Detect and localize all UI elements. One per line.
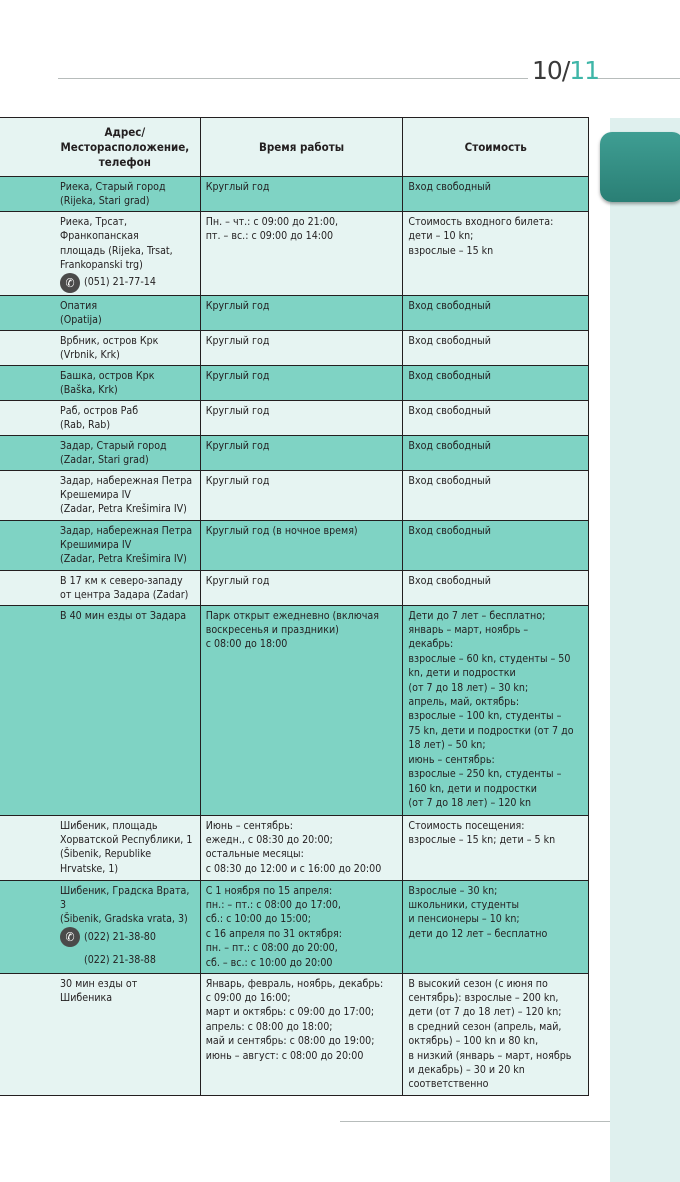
cell-line: Вход свободный bbox=[408, 474, 491, 487]
cell-line: от центра Задара (Zadar) bbox=[60, 589, 189, 602]
table-row bbox=[0, 295, 589, 330]
price-cell bbox=[403, 365, 589, 400]
cell-line: Круглый год bbox=[205, 334, 270, 347]
address-cell bbox=[0, 570, 200, 605]
header-price: Стоимость bbox=[403, 118, 589, 177]
cell-line: Круглый год bbox=[205, 474, 270, 487]
cell-line: (от 7 до 18 лет) – 120 kn bbox=[408, 796, 532, 809]
cell-line: (Vrbnik, Krk) bbox=[60, 349, 120, 362]
side-panel bbox=[610, 118, 680, 1182]
cell-line: с 16 апреля по 31 октября: bbox=[205, 927, 342, 940]
table-row bbox=[0, 520, 589, 570]
phone-line bbox=[60, 927, 195, 947]
hours-cell bbox=[200, 815, 403, 880]
cell-line: октябрь) – 100 kn и 80 kn, bbox=[408, 1035, 539, 1048]
hours-cell bbox=[200, 605, 403, 815]
phone-line bbox=[60, 953, 195, 967]
table-row bbox=[0, 470, 589, 520]
hours-cell bbox=[200, 973, 403, 1095]
hours-cell bbox=[200, 570, 403, 605]
cell-line: В 17 км к северо-западу bbox=[60, 574, 183, 587]
cell-line: Раб, остров Раб bbox=[60, 404, 139, 417]
header-address: Адрес/ Месторасположение, телефон bbox=[0, 118, 200, 177]
page-next: 11 bbox=[569, 56, 600, 85]
address-cell bbox=[0, 470, 200, 520]
cell-line: с 08:00 до 18:00 bbox=[205, 638, 288, 651]
header-hours: Время работы bbox=[200, 118, 403, 177]
side-tab[interactable] bbox=[600, 132, 680, 202]
price-cell bbox=[403, 815, 589, 880]
header-rule-right bbox=[594, 78, 680, 79]
cell-line: Башка, остров Крк bbox=[60, 369, 155, 382]
hours-cell bbox=[200, 400, 403, 435]
cell-line: Врбник, остров Крк bbox=[60, 334, 159, 347]
address-cell bbox=[0, 212, 200, 296]
cell-line: Риека, Старый город bbox=[60, 181, 166, 193]
cell-line: Стоимость входного билета: bbox=[408, 216, 554, 228]
cell-line: Задар, набережная Петра bbox=[60, 524, 193, 537]
cell-line: пн.: – пт.: с 08:00 до 17:00, bbox=[205, 899, 341, 912]
cell-line: Шибеник, площадь bbox=[60, 819, 158, 832]
price-cell bbox=[403, 295, 589, 330]
cell-line: дети (от 7 до 18 лет) – 120 kn; bbox=[408, 1006, 562, 1019]
page-separator: / bbox=[561, 56, 570, 85]
price-cell bbox=[403, 400, 589, 435]
hours-cell bbox=[200, 470, 403, 520]
cell-line: Hrvatske, 1) bbox=[60, 862, 119, 875]
cell-line: Пн. – чт.: с 09:00 до 21:00, bbox=[205, 216, 339, 228]
phone-icon: ✆ bbox=[60, 273, 80, 293]
address-cell bbox=[0, 330, 200, 365]
cell-line: Круглый год bbox=[205, 369, 270, 382]
cell-line: Задар, набережная Петра bbox=[60, 474, 193, 487]
cell-line: в низкий (январь – март, ноябрь bbox=[408, 1049, 572, 1062]
price-cell bbox=[403, 435, 589, 470]
hours-cell bbox=[200, 212, 403, 296]
table-row bbox=[0, 570, 589, 605]
cell-line: Frankopanski trg) bbox=[60, 259, 143, 272]
cell-line: Риека, Трсат, Франкопанская bbox=[60, 216, 139, 243]
attractions-table bbox=[0, 117, 589, 1096]
price-cell bbox=[403, 212, 589, 296]
cell-line: (Baška, Krk) bbox=[60, 384, 118, 397]
cell-line: Шибеник, Градска Врата, 3 bbox=[60, 884, 190, 912]
cell-line: Вход свободный bbox=[408, 439, 491, 452]
cell-line: сентябрь): взрослые – 200 kn, bbox=[408, 992, 559, 1005]
cell-line: (от 7 до 18 лет) – 30 kn; bbox=[408, 681, 529, 694]
phone-number: (022) 21-38-80 bbox=[84, 930, 156, 943]
cell-line: Стоимость посещения: bbox=[408, 819, 525, 832]
cell-line: дети до 12 лет – бесплатно bbox=[408, 927, 548, 940]
cell-line: 30 мин езды от bbox=[60, 977, 138, 990]
table-row bbox=[0, 435, 589, 470]
price-cell bbox=[403, 330, 589, 365]
cell-line: с 09:00 до 16:00; bbox=[205, 992, 291, 1005]
cell-line: Опатия bbox=[60, 299, 98, 312]
cell-line: Круглый год bbox=[205, 181, 270, 193]
table-row bbox=[0, 973, 589, 1095]
phone-icon: ✆ bbox=[60, 927, 80, 947]
address-cell bbox=[0, 177, 200, 212]
hours-cell bbox=[200, 330, 403, 365]
cell-line: январь – март, ноябрь – bbox=[408, 624, 529, 637]
cell-line: Парк открыт ежедневно (включая bbox=[205, 609, 379, 622]
cell-line: Вход свободный bbox=[408, 404, 491, 417]
cell-line: с 08:30 до 12:00 и с 16:00 до 20:00 bbox=[205, 862, 382, 875]
table-row bbox=[0, 880, 589, 973]
table-row bbox=[0, 605, 589, 815]
price-cell bbox=[403, 470, 589, 520]
cell-line: Вход свободный bbox=[408, 334, 491, 347]
cell-line: Вход свободный bbox=[408, 299, 491, 312]
cell-line: Круглый год (в ночное время) bbox=[205, 524, 358, 537]
cell-line: и пенсионеры – 10 kn; bbox=[408, 913, 520, 926]
cell-line: Круглый год bbox=[205, 574, 270, 587]
table-body bbox=[0, 177, 589, 1096]
address-cell bbox=[0, 435, 200, 470]
cell-line: остальные месяцы: bbox=[205, 848, 304, 861]
cell-line: взрослые – 250 kn, студенты – bbox=[408, 768, 562, 781]
cell-line: Круглый год bbox=[205, 439, 270, 452]
cell-line: взрослые – 60 kn, студенты – 50 bbox=[408, 652, 571, 665]
phone-line bbox=[60, 273, 195, 293]
cell-line: Январь, февраль, ноябрь, декабрь: bbox=[205, 977, 384, 990]
cell-line: сб. – вс.: с 10:00 до 20:00 bbox=[205, 956, 333, 969]
phone-number: (022) 21-38-88 bbox=[84, 953, 156, 966]
cell-line: взрослые – 15 kn; дети – 5 kn bbox=[408, 834, 556, 847]
cell-line: (Rijeka, Stari grad) bbox=[60, 195, 150, 208]
cell-line: Хорватской Республики, 1 bbox=[60, 834, 193, 847]
page-number bbox=[532, 56, 599, 85]
cell-line: площадь (Rijeka, Trsat, bbox=[60, 244, 173, 257]
price-cell bbox=[403, 520, 589, 570]
cell-line: апрель: с 08:00 до 18:00; bbox=[205, 1020, 333, 1033]
phone-number: (051) 21-77-14 bbox=[84, 276, 156, 289]
table-row bbox=[0, 177, 589, 212]
cell-line: (Šibenik, Republike bbox=[60, 848, 152, 861]
hours-cell bbox=[200, 880, 403, 973]
cell-line: (Zadar, Stari grad) bbox=[60, 454, 149, 467]
cell-line: март и октябрь: с 09:00 до 17:00; bbox=[205, 1006, 375, 1019]
cell-line: (Šibenik, Gradska vrata, 3) bbox=[60, 913, 188, 926]
cell-line: пт. – вс.: с 09:00 до 14:00 bbox=[205, 230, 334, 243]
price-cell bbox=[403, 177, 589, 212]
cell-line: Вход свободный bbox=[408, 369, 491, 382]
cell-line: (Opatija) bbox=[60, 314, 102, 327]
cell-line: В высокий сезон (с июня по bbox=[408, 977, 548, 990]
price-cell bbox=[403, 973, 589, 1095]
cell-line: 75 kn, дети и подростки (от 7 до bbox=[408, 724, 574, 737]
cell-line: апрель, май, октябрь: bbox=[408, 696, 520, 709]
hours-cell bbox=[200, 177, 403, 212]
address-cell bbox=[0, 880, 200, 973]
cell-line: взрослые – 15 kn bbox=[408, 244, 494, 257]
cell-line: в средний сезон (апрель, май, bbox=[408, 1020, 562, 1033]
cell-line: Взрослые – 30 kn; bbox=[408, 884, 498, 897]
cell-line: пн. – пт.: с 08:00 до 20:00, bbox=[205, 942, 338, 955]
cell-line: Вход свободный bbox=[408, 574, 491, 587]
cell-line: kn, дети и подростки bbox=[408, 667, 516, 680]
page-current: 10 bbox=[532, 56, 562, 85]
address-cell bbox=[0, 520, 200, 570]
cell-line: июнь – август: с 08:00 до 20:00 bbox=[205, 1049, 364, 1062]
cell-line: и декабрь) – 30 и 20 kn bbox=[408, 1064, 525, 1077]
cell-line: Вход свободный bbox=[408, 524, 491, 537]
cell-line: (Zadar, Petra Krešimira IV) bbox=[60, 503, 187, 516]
footer-rule bbox=[340, 1121, 610, 1122]
cell-line: (Zadar, Petra Krešimira IV) bbox=[60, 553, 187, 566]
address-cell bbox=[0, 973, 200, 1095]
price-cell bbox=[403, 570, 589, 605]
table-row bbox=[0, 815, 589, 880]
cell-line: (Rab, Rab) bbox=[60, 419, 111, 432]
cell-line: Дети до 7 лет – бесплатно; bbox=[408, 609, 546, 622]
cell-line: декабрь: bbox=[408, 638, 454, 651]
cell-line: Крешемира IV bbox=[60, 489, 131, 502]
cell-line: взрослые – 100 kn, студенты – bbox=[408, 710, 562, 723]
table-row bbox=[0, 212, 589, 296]
cell-line: Круглый год bbox=[205, 404, 270, 417]
price-cell bbox=[403, 880, 589, 973]
table-row bbox=[0, 330, 589, 365]
hours-cell bbox=[200, 435, 403, 470]
cell-line: школьники, студенты bbox=[408, 899, 520, 912]
hours-cell bbox=[200, 295, 403, 330]
address-cell bbox=[0, 365, 200, 400]
cell-line: Задар, Старый город bbox=[60, 439, 167, 452]
cell-line: Вход свободный bbox=[408, 181, 491, 193]
price-cell bbox=[403, 605, 589, 815]
hours-cell bbox=[200, 520, 403, 570]
address-cell bbox=[0, 400, 200, 435]
cell-line: Июнь – сентябрь: bbox=[205, 819, 293, 832]
cell-line: С 1 ноября по 15 апреля: bbox=[205, 884, 333, 897]
cell-line: Крешимира IV bbox=[60, 539, 132, 552]
cell-line: В 40 мин езды от Задара bbox=[60, 609, 187, 622]
cell-line: дети – 10 kn; bbox=[408, 230, 474, 243]
cell-line: июнь – сентябрь: bbox=[408, 753, 495, 766]
cell-line: воскресенья и праздники) bbox=[205, 624, 339, 637]
cell-line: май и сентябрь: с 08:00 до 19:00; bbox=[205, 1035, 375, 1048]
address-cell bbox=[0, 605, 200, 815]
address-cell bbox=[0, 295, 200, 330]
header-rule bbox=[58, 78, 528, 79]
cell-line: ежедн., с 08:30 до 20:00; bbox=[205, 834, 333, 847]
cell-line: сб.: с 10:00 до 15:00; bbox=[205, 913, 311, 926]
hours-cell bbox=[200, 365, 403, 400]
cell-line: Круглый год bbox=[205, 299, 270, 312]
table-row bbox=[0, 400, 589, 435]
address-cell bbox=[0, 815, 200, 880]
table-row bbox=[0, 365, 589, 400]
cell-line: Шибеника bbox=[60, 992, 113, 1005]
cell-line: 18 лет) – 50 kn; bbox=[408, 739, 486, 752]
cell-line: 160 kn, дети и подростки bbox=[408, 782, 537, 795]
cell-line: соответственно bbox=[408, 1078, 489, 1091]
